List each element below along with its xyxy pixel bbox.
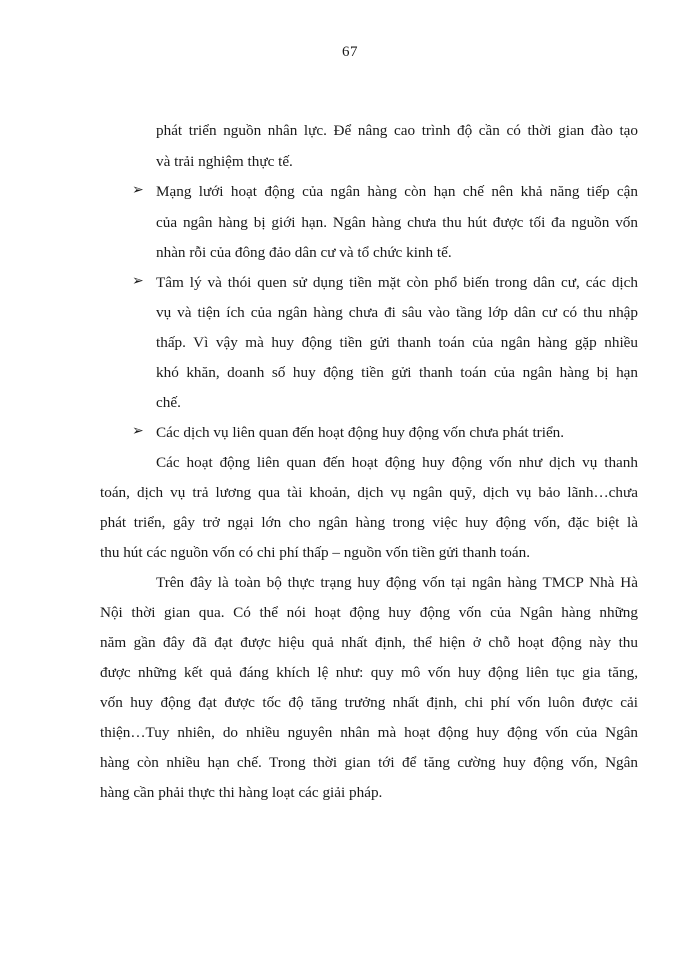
- text-line: thu hút các nguồn vốn có chi phí thấp – nguồn vốn tiền gửi thanh toán.: [100, 544, 531, 561]
- text-line: Các dịch vụ liên quan đến hoạt động huy động vốn chưa phát triển.: [156, 424, 565, 441]
- bullet-arrow-icon: ➢: [132, 424, 144, 439]
- text-line: hàng còn nhiều hạn chế. Trong thời gian tới để tăng cường huy động vốn, Ngân: [100, 754, 638, 771]
- text-line: khó khăn, doanh số huy động tiền gửi thanh toán của ngân hàng bị hạn: [156, 364, 638, 381]
- text-line: vụ và tiện ích của ngân hàng chưa đi sâu vào tầng lớp dân cư có thu nhập: [156, 304, 638, 321]
- text-line: thấp. Vì vậy mà huy động tiền gửi thanh toán của ngân hàng gặp nhiều: [156, 334, 638, 351]
- text-line: phát triển, gây trở ngại lớn cho ngân hàng trong việc huy động vốn, đặc biệt là: [100, 514, 638, 531]
- text-line: của ngân hàng bị giới hạn. Ngân hàng chưa thu hút được tối đa nguồn vốn: [156, 214, 638, 231]
- text-line: Nội thời gian qua. Có thể nói hoạt động huy động vốn của Ngân hàng những: [100, 604, 638, 621]
- text-line: Trên đây là toàn bộ thực trạng huy động vốn tại ngân hàng TMCP Nhà Hà: [156, 574, 638, 591]
- text-line: Các hoạt động liên quan đến hoạt động huy động vốn như dịch vụ thanh: [156, 454, 638, 471]
- text-line: được những kết quả đáng khích lệ như: quy mô vốn huy động liên tục gia tăng,: [100, 664, 638, 681]
- text-line: hàng cần phải thực thi hàng loạt các giải pháp.: [100, 784, 383, 801]
- bullet-arrow-icon: ➢: [132, 183, 144, 198]
- text-line: Tâm lý và thói quen sử dụng tiền mặt còn phổ biến trong dân cư, các dịch: [156, 274, 638, 291]
- text-line: phát triển nguồn nhân lực. Để nâng cao trình độ cần có thời gian đào tạo: [156, 122, 638, 139]
- text-line: nhàn rỗi của đông đảo dân cư và tổ chức kinh tế.: [156, 244, 452, 261]
- text-line: chế.: [156, 394, 181, 411]
- bullet-arrow-icon: ➢: [132, 274, 144, 289]
- text-line: thiện…Tuy nhiên, do nhiều nguyên nhân mà hoạt động huy động vốn của Ngân: [100, 724, 638, 741]
- text-line: năm gần đây đã đạt được hiệu quả nhất định, thể hiện ở chỗ hoạt động này thu: [100, 634, 638, 651]
- text-line: toán, dịch vụ trả lương qua tài khoản, dịch vụ ngân quỹ, dịch vụ bảo lãnh…chưa: [100, 484, 638, 501]
- text-line: Mạng lưới hoạt động của ngân hàng còn hạn chế nên khả năng tiếp cận: [156, 183, 638, 200]
- page-number: 67: [342, 44, 358, 60]
- text-line: và trải nghiệm thực tế.: [156, 153, 293, 170]
- text-line: vốn huy động đạt được tốc độ tăng trưởng nhất định, chi phí vốn luôn được cải: [100, 694, 638, 711]
